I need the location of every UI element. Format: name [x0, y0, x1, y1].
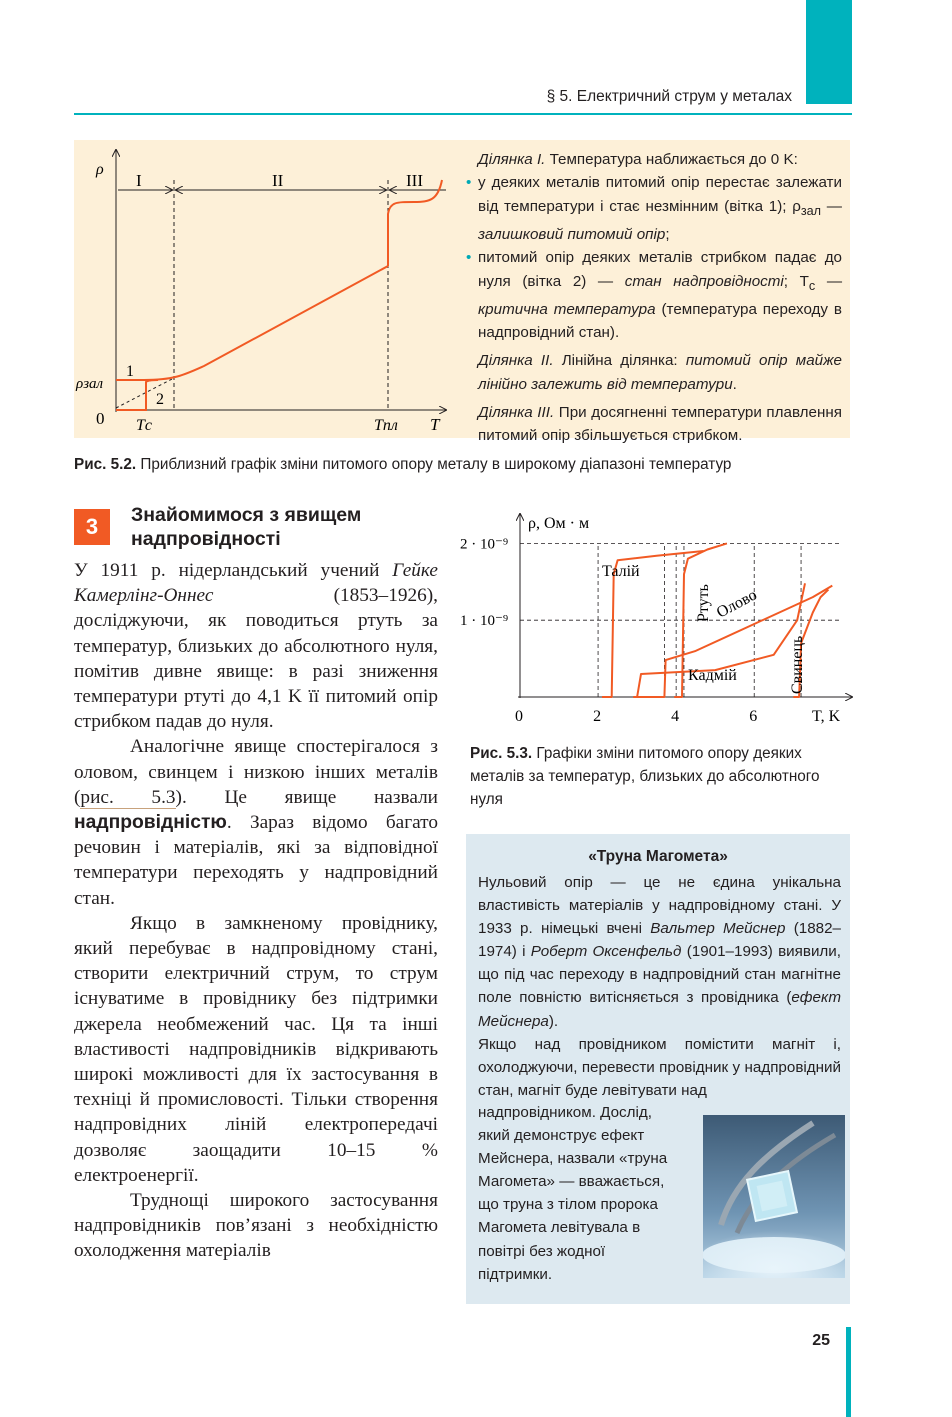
x-tick-label: 4 [671, 708, 680, 725]
y-tick-label: 2 · 10⁻⁹ [460, 536, 509, 553]
bullet-item: • у деяких металів питомий опір перестає залежати від температури і стає незмінним (вітка 1); $\rho_{зал}$ — залишковий питомий опір; [466, 174, 842, 243]
figure-5-3-caption: Рис. 5.3. Графіки зміни питомого опору деяких металів за температур, близьких до абсолютного нуля [470, 745, 820, 808]
y-label: ρ [96, 161, 104, 178]
sidebar-box-text: Нульовий опір — це не єдина унікальна властивість матеріалів у надпровідному стані. У 1933 р. німецькі вчені Вальтер Мейснер (1882–1974) і Роберт Оксенфельд (1901–1993) виявили, що під час переходу в надпровідний стан магнітне поле повністю витісняється з провідника (ефект Мейснера). Якщо над провідником помістити магніт і, охолоджуючи, перевести провідник у надпровідний стан, магніт буде левітувати над [478, 874, 841, 1099]
figure-5-2-graph [74, 140, 464, 438]
x-mark-tpl: Tпл [374, 417, 398, 434]
y-mark-zero: 0 [96, 409, 105, 428]
branch-label-2: 2 [156, 391, 164, 408]
bottom-color-tab [846, 1327, 851, 1417]
branch-label-1: 1 [126, 363, 134, 380]
series-label: Олово [713, 586, 760, 622]
region-label-2: II [272, 171, 284, 190]
top-color-tab [806, 0, 852, 104]
meissner-effect-photo [703, 1115, 845, 1278]
x-label: T [430, 415, 440, 434]
x-tick-label: 2 [593, 708, 602, 725]
page-number: 25 [812, 1332, 830, 1349]
x-tick-label: 0 [515, 708, 523, 725]
series-label: Талій [602, 563, 640, 580]
region-label-1: I [136, 171, 142, 190]
figure-5-2-caption: Рис. 5.2. Приблизний графік зміни питомого опору металу в широкому діапазоні температур [74, 456, 732, 473]
series-label: Свинець [789, 635, 806, 694]
region-label-3: III [406, 171, 423, 190]
figure-5-3-graph [456, 508, 856, 730]
figure-5-2-explanation: Ділянка I. Температура наближається до 0 K: • у деяких металів питомий опір перестає залежати від температури і стає незмінним (вітка 1); $\rho_{зал}$ — залишковий питомий опір; • питомий опір деяких металів стрибком падає до нуля (вітка 2) — стан надпровідності; $T_с$ — критична температура (температура переходу в надпровідний стан). Ділянка II. Лінійна ділянка: питомий опір майже лінійно залежить від температури. Ділянка III. При досягненні температури плавлення питомий опір збільшується стрибком. [466, 151, 843, 445]
x-axis-label: T, K [812, 708, 841, 725]
series-label: Ртуть [695, 584, 712, 622]
y-mark-residual: ρзал [76, 376, 104, 392]
bullet-item: • питомий опір деяких металів стрибком падає до нуля (вітка 2) — стан надпровідності; $T_с$ — критична температура (температура переходу в надпровідний стан). [466, 249, 843, 342]
curve-branch-1 [116, 266, 388, 380]
x-mark-tc: Tс [136, 417, 152, 434]
y-tick-label: 1 · 10⁻⁹ [460, 613, 509, 630]
section-title: Знайомимося з явищем надпровідності [131, 504, 362, 550]
sidebar-box-text-wrap: надпровідником. Дослід, який демонструє ефект Мейснера, назвали «труна Магомета» — вважається, що труна з тілом пророка Магомета левітувала в повітрі без жодної підтримки. [478, 1104, 668, 1283]
curve-region-3 [388, 180, 442, 266]
sidebar-box-title: «Труна Магомета» [588, 848, 728, 865]
header-rule [74, 113, 852, 115]
figure-reference-link[interactable]: рис. 5.3 [80, 786, 176, 808]
y-axis-label: ρ, Ом · м [528, 515, 590, 532]
curve-branch-2 [116, 380, 158, 410]
series-label: Кадмій [688, 667, 737, 684]
section-number-badge: 3 [74, 509, 110, 545]
running-head: § 5. Електричний струм у металах [546, 88, 792, 105]
x-tick-label: 6 [749, 708, 758, 725]
section-body: У 1911 р. нідерландський учений Гейке Камерлінг-Оннес (1853–1926), досліджуючи, як поводиться ртуть за температур, близьких до абсолютного нуля, помітив дивне явище: в разі зниження температури ртуті до 4,1 K її питомий опір стрибком падав до нуля. Аналогічне явище спостерігалося з оловом, свинцем і низкою інших металів (рис. 5.3). Це явище назвали надпровідністю. Зараз відомо багато речовин і матеріалів, які за відповідної температури переходять у надпровідний стан. Якщо в замкненому провіднику, який перебуває в надпровідному стані, створити електричний струм, то струм існуватиме в провіднику без підтримки джерела необмежений час. Ця та інші властивості надпровідників відкривають широкі можливості для їх застосування в техніці й промисловості. Тільки створення надпровідних ліній електропередачі дозволяє заощадити 10–15 % електроенергії. Труднощі широкого застосування надпровідників пов’язані з необхідністю охолодження матеріалів [74, 560, 439, 1262]
